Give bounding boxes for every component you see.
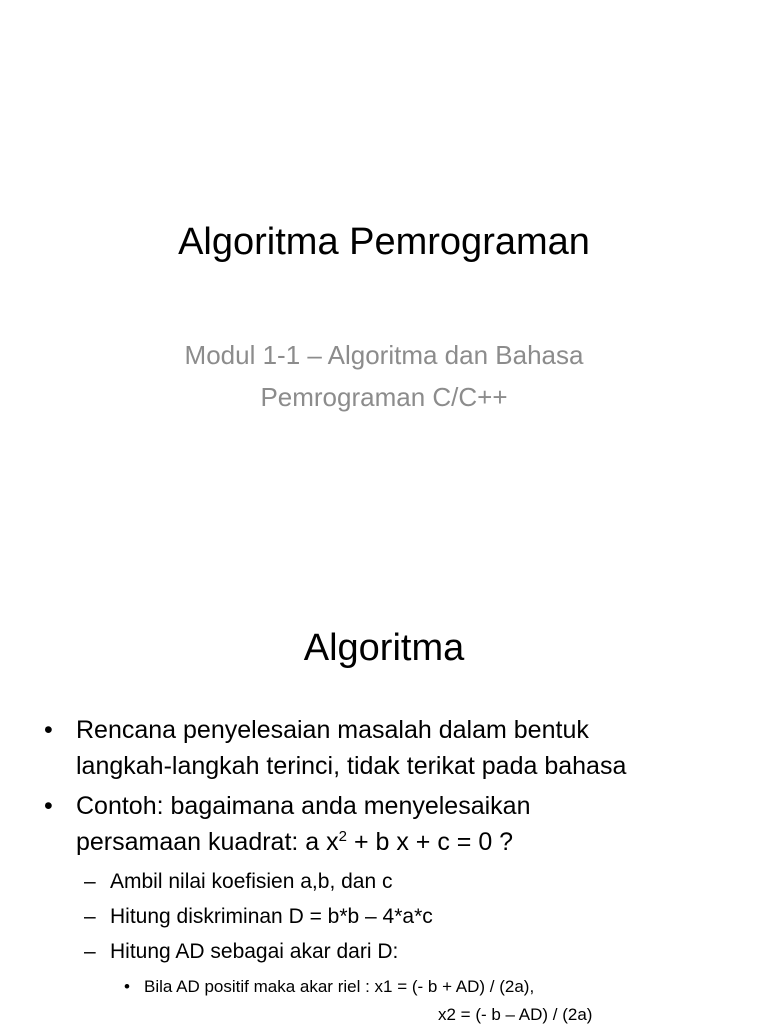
equation-prefix: persamaan kuadrat: a x bbox=[76, 828, 339, 856]
sub-sub-bullet-item bbox=[44, 973, 744, 1024]
sub-bullet-text: Ambil nilai koefisien a,b, dan c bbox=[110, 870, 393, 893]
sub-sub-bullet-line-2: x2 = (- b – AD) / (2a) bbox=[438, 1005, 593, 1024]
slide-title-algoritma: Algoritma bbox=[303, 627, 465, 669]
sub-sub-bullet-line-1: Bila AD positif maka akar riel : x1 = (- b + AD) / (2a), bbox=[144, 977, 535, 996]
presentation-title: Algoritma Pemrograman bbox=[178, 221, 590, 263]
bullet-text-line-1: Contoh: bagaimana anda menyelesaikan bbox=[76, 792, 531, 820]
subtitle-line-2: Pemrograman C/C++ bbox=[260, 382, 508, 412]
bullet-icon: • bbox=[44, 716, 53, 744]
presentation-subtitle bbox=[100, 334, 668, 418]
equation-suffix: + b x + c = 0 ? bbox=[347, 828, 514, 856]
slide-content bbox=[44, 712, 744, 1024]
sub-bullet-item bbox=[44, 899, 744, 934]
sub-bullet-item bbox=[44, 864, 744, 899]
dash-icon: – bbox=[84, 870, 96, 893]
bullet-item-definition bbox=[44, 712, 744, 784]
bullet-text-line-1: Rencana penyelesaian masalah dalam bentuk bbox=[76, 716, 589, 744]
sub-bullet-item bbox=[44, 934, 744, 969]
bullet-text-line-2: langkah-langkah terinci, tidak terikat pada bahasa bbox=[76, 752, 627, 780]
slide-algoritma bbox=[0, 576, 768, 1024]
subtitle-line-1: Modul 1-1 – Algoritma dan Bahasa bbox=[184, 340, 584, 370]
dash-icon: – bbox=[84, 940, 96, 963]
sub-bullet-text: Hitung AD sebagai akar dari D: bbox=[110, 940, 399, 963]
dash-icon: – bbox=[84, 905, 96, 928]
bullet-icon: • bbox=[44, 792, 53, 820]
bullet-item-example bbox=[44, 788, 744, 860]
sub-bullet-text: Hitung diskriminan D = b*b – 4*a*c bbox=[110, 905, 433, 928]
equation-exponent: 2 bbox=[338, 828, 347, 845]
bullet-icon: • bbox=[124, 977, 130, 996]
bullet-text-line-2 bbox=[76, 824, 744, 860]
